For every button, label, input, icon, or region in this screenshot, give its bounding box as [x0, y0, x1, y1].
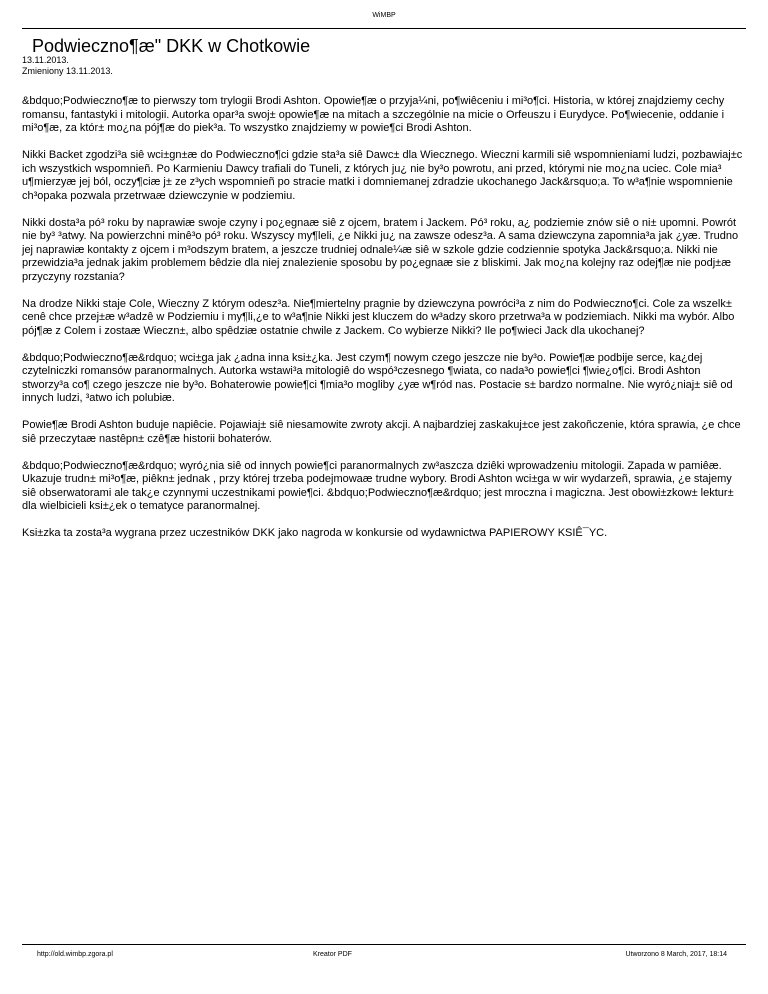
- footer-url: http://old.wimbp.zgora.pl: [37, 951, 113, 958]
- paragraph: Nikki Backet zgodzi³a siê wci±gn±æ do Podwieczno¶ci gdzie sta³a siê Dawc± dla Wiecznego. Wieczni karmili siê wspomnieniami ludzi, pozbawiaj±c ich wszystkich wspomnieñ. Po Karmieniu Dawcy trafiali do Tuneli, z których ju¿ nie by³o powrotu, ani przed, którymi nie mo¿na uciec. Cole mia³ u¶mierzyæ jej ból, oczy¶ciæ j± ze z³ych wspomnieñ po stracie matki i domniemanej zdradzie ukochanego Jack&rsquo;a. To w³a¶nie wspomnienie ch³opaka pozwala przetrwaæ dziewczynie w podziemiu.: [22, 149, 743, 202]
- footer-divider: [22, 944, 746, 945]
- site-name: WiMBP: [372, 12, 396, 19]
- paragraph: &bdquo;Podwieczno¶æ&rdquo; wyró¿nia siê od innych powie¶ci paranormalnych zw³aszcza dziêki wprowadzeniu mitologii. Zapada w pamiêæ. Ukazuje trudn± mi³o¶æ, piêkn± jednak , przy której trzeba podejmowaæ trudne wybory. Brodi Ashton wci±ga w wir wydarzeñ, sprawia, ¿e stajemy siê obserwatorami ale tak¿e czynnymi uczestnikami powie¶ci. &bdquo;Podwieczno¶æ&rdquo; jest mroczna i magiczna. Jest obowi±zkow± lektur± dla wielbicieli ksi±¿ek o tematyce paranormalnej.: [22, 459, 734, 512]
- footer-created-date: Utworzono 8 March, 2017, 18:14: [625, 951, 727, 958]
- paragraph: &bdquo;Podwieczno¶æ to pierwszy tom trylogii Brodi Ashton. Opowie¶æ o przyja¼ni, po¶wiêceniu i mi³o¶ci. Historia, w której znajdziemy cechy romansu, fantastyki i mitologii. Autorka opar³a swoj± opowie¶æ na mitach a szczególnie na micie o Orfeuszu i Eurydyce. Po¶wiecenie, oddanie i mi³o¶æ, za któr± mo¿na pój¶æ do piek³a. To wszystko znajdziemy w powie¶ci Brodi Ashton.: [22, 95, 725, 134]
- article-meta: [22, 55, 113, 77]
- footer-generator: Kreator PDF: [313, 951, 352, 958]
- paragraph: Powie¶æ Brodi Ashton buduje napiêcie. Pojawiaj± siê niesamowite zwroty akcji. A najbardziej zaskakuj±ce jest zakoñczenie, która sprawia, ¿e chce siê przeczytaæ nastêpn± czê¶æ historii bohaterów.: [22, 419, 741, 445]
- created-date: 13.11.2013.: [22, 55, 69, 65]
- paragraph: Nikki dosta³a pó³ roku by naprawiæ swoje czyny i po¿egnaæ siê z ojcem, bratem i Jackem. Pó³ roku, a¿ podziemie znów siê o ni± upomni. Powrót nie by³ ³atwy. Na powierzchni minê³o pó³ roku. Wszyscy my¶leli, ¿e Nikki ju¿ na zawsze odesz³a. A sama dziewczyna zapomnia³a jak ¿yæ. Trudno jej naprawiæ kontakty z ojcem i m³odszym bratem, a jeszcze trudniej odnale¼æ siê w szkole gdzie codziennie spotyka Jack&rsquo;a. Nikki nie przewidzia³a jednak jakim problemem bêdzie dla niej znalezienie sposobu by po¿egnaæ sie z bliskimi. Jak mo¿na kolejny raz odej¶æ nie podj±æ przyczyny rozstania?: [22, 216, 739, 283]
- paragraph: Ksi±zka ta zosta³a wygrana przez uczestników DKK jako nagroda w konkursie od wydawnictwa PAPIEROWY KSIÊ¯YC.: [22, 527, 608, 539]
- article-body: [22, 95, 746, 554]
- header-divider: [22, 28, 746, 29]
- article-title: Podwieczno¶æ" DKK w Chotkowie: [32, 36, 311, 56]
- paragraph: Na drodze Nikki staje Cole, Wieczny Z którym odesz³a. Nie¶miertelny pragnie by dziewczyna powróci³a z nim do Podwieczno¶ci. Cole za wszelk± cenê chce przej±æ w³adzê w Podziemiu i my¶li,¿e to w³a¶nie Nikki jest kluczem do w³adzy skoro przetrwa³a w podziemiach. Nikki ma wybór. Albo pój¶æ z Colem i zostaæ Wieczn±, albo spêdziæ ostatnie chwile z Jackem. Co wybierze Nikki? Ile po¶wieci Jack dla ukochanej?: [22, 297, 735, 337]
- modified-date: Zmieniony 13.11.2013.: [22, 66, 113, 76]
- paragraph: &bdquo;Podwieczno¶æ&rdquo; wci±ga jak ¿adna inna ksi±¿ka. Jest czym¶ nowym czego jeszcze nie by³o. Powie¶æ podbije serce, ka¿dej czytelniczki romansów paranormalnych. Autorka wstawi³a mitologiê do wspó³czesnego ¶wiata, co nada³o powie¶ci ¶wie¿o¶ci. Brodi Ashton stworzy³a co¶ czego jeszcze nie by³o. Bohaterowie powie¶ci ¶mia³o mogliby ¿yæ w¶ród nas. Postacie s± bardzo normalne. Nie wyró¿niaj± siê od innych ludzi, ³atwo ich polubiæ.: [22, 351, 733, 404]
